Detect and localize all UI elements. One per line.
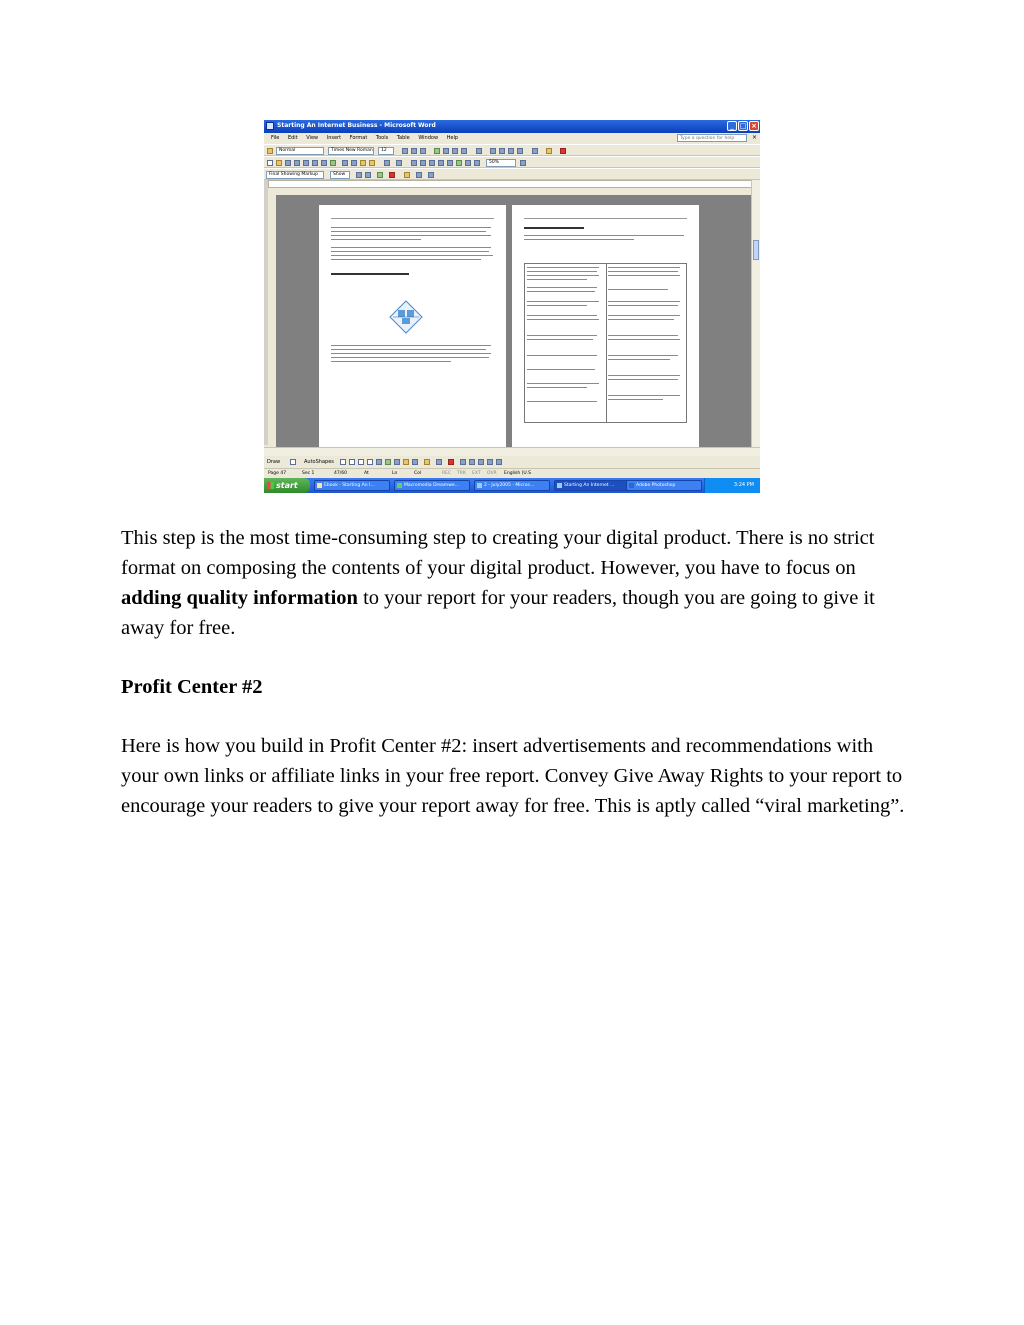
- status-language: English (U.S: [504, 471, 532, 476]
- save-icon[interactable]: [285, 160, 291, 166]
- email-icon[interactable]: [303, 160, 309, 166]
- next-change-icon[interactable]: [365, 172, 371, 178]
- insert-table-icon[interactable]: [429, 160, 435, 166]
- taskbar-item-label: Macromedia Dreamwe...: [404, 483, 459, 488]
- status-column: Col: [414, 471, 422, 476]
- status-trk[interactable]: TRK: [457, 471, 466, 476]
- folder-icon: [317, 483, 322, 488]
- align-center-icon[interactable]: [443, 148, 449, 154]
- taskbar-item-starting-internet[interactable]: [554, 480, 630, 491]
- copy-icon[interactable]: [351, 160, 357, 166]
- page-header-rule: [331, 215, 494, 219]
- numbering-icon[interactable]: [490, 148, 496, 154]
- align-left-icon[interactable]: [434, 148, 440, 154]
- markup-select[interactable]: Final Showing Markup: [266, 171, 324, 179]
- show-hide-icon[interactable]: [474, 160, 480, 166]
- picture-icon[interactable]: [412, 459, 418, 465]
- clock: 3:24 PM: [733, 482, 754, 488]
- align-right-icon[interactable]: [452, 148, 458, 154]
- para1-text-end: to your report for your readers, though you are going to give it away for free.: [121, 587, 875, 639]
- page-header-rule-right: [524, 215, 687, 219]
- standard-toolbar: [264, 156, 760, 168]
- highlight-icon[interactable]: [546, 148, 552, 154]
- para1-text-start: This step is the most time-consuming step to creating your digital product. There is no strict format on composing the contents of your digital product. However, you have to focus on: [121, 527, 875, 579]
- menu-table[interactable]: Table: [396, 135, 410, 141]
- paste-icon[interactable]: [360, 160, 366, 166]
- taskbar-item-ebook[interactable]: [314, 480, 390, 491]
- open-icon[interactable]: [276, 160, 282, 166]
- style-select[interactable]: Normal: [276, 147, 324, 155]
- paragraph-time-consuming-step: [121, 523, 911, 643]
- styles-icon[interactable]: [267, 148, 273, 154]
- horizontal-ruler: [268, 180, 752, 188]
- taskbar-item-word-july[interactable]: [474, 480, 550, 491]
- line-color-icon[interactable]: [436, 459, 442, 465]
- window-title: Starting An Internet Business - Microsoft Word: [277, 122, 436, 129]
- arrow-style-icon[interactable]: [478, 459, 484, 465]
- 3d-style-icon[interactable]: [496, 459, 502, 465]
- section-heading: Profit Center #2: [121, 676, 263, 698]
- word-app-icon: [266, 122, 274, 130]
- bullets-icon[interactable]: [499, 148, 505, 154]
- document-map-icon[interactable]: [465, 160, 471, 166]
- redo-icon[interactable]: [396, 160, 402, 166]
- system-tray: [704, 478, 760, 493]
- new-document-icon[interactable]: [267, 160, 273, 166]
- status-at: At: [364, 471, 369, 476]
- document-area: [276, 195, 751, 447]
- arrow-icon[interactable]: [349, 459, 355, 465]
- italic-icon[interactable]: [411, 148, 417, 154]
- previous-change-icon[interactable]: [356, 172, 362, 178]
- status-rec[interactable]: REC: [442, 471, 452, 476]
- underline-icon[interactable]: [420, 148, 426, 154]
- undo-icon[interactable]: [384, 160, 390, 166]
- rectangle-icon[interactable]: [358, 459, 364, 465]
- horizontal-scrollbar[interactable]: [264, 447, 760, 456]
- spelling-icon[interactable]: [330, 160, 336, 166]
- status-position: 47/60: [334, 471, 347, 476]
- reviewing-toolbar: [264, 168, 760, 180]
- menu-insert[interactable]: Insert: [326, 135, 342, 141]
- read-icon[interactable]: [520, 160, 526, 166]
- print-icon[interactable]: [312, 160, 318, 166]
- print-preview-icon[interactable]: [321, 160, 327, 166]
- menu-help[interactable]: Help: [446, 135, 459, 141]
- clipart-icon[interactable]: [403, 459, 409, 465]
- font-color-icon[interactable]: [560, 148, 566, 154]
- show-menu[interactable]: Show: [330, 171, 350, 179]
- reviewing-pane-icon[interactable]: [428, 172, 434, 178]
- tables-borders-icon[interactable]: [420, 160, 426, 166]
- status-ovr[interactable]: OVR: [487, 471, 497, 476]
- font-select[interactable]: Times New Roman: [328, 147, 374, 155]
- status-page: Page 47: [268, 471, 287, 476]
- cut-icon[interactable]: [342, 160, 348, 166]
- start-button[interactable]: [264, 478, 310, 493]
- taskbar-item-label: Starting An Internet ...: [564, 483, 615, 488]
- ftp-diagram-icon: [389, 300, 423, 334]
- vertical-scrollbar[interactable]: [751, 180, 760, 447]
- document-page-right: [512, 205, 699, 447]
- font-color-draw-icon[interactable]: [448, 459, 454, 465]
- fill-color-icon[interactable]: [424, 459, 430, 465]
- ftp-heading-mark: [331, 273, 409, 275]
- maximize-icon[interactable]: □: [739, 122, 747, 130]
- taskbar-item-photoshop[interactable]: [626, 480, 702, 491]
- hyperlink-icon[interactable]: [411, 160, 417, 166]
- minimize-icon[interactable]: _: [727, 121, 737, 131]
- reject-change-icon[interactable]: [389, 172, 395, 178]
- bold-icon[interactable]: [402, 148, 408, 154]
- menu-edit[interactable]: Edit: [287, 135, 298, 141]
- zoom-select[interactable]: 50%: [486, 159, 516, 167]
- drawing-toolbar: [264, 456, 760, 468]
- word-screenshot: [264, 120, 760, 493]
- justify-icon[interactable]: [461, 148, 467, 154]
- taskbar-item-label: 2 - July2005 - Micros...: [484, 483, 535, 488]
- autoshapes-menu[interactable]: AutoShapes: [304, 459, 334, 465]
- word-icon: [557, 483, 562, 488]
- drawing-icon[interactable]: [456, 160, 462, 166]
- permission-icon[interactable]: [294, 160, 300, 166]
- document-page-left: [319, 205, 506, 447]
- draw-menu[interactable]: Draw: [267, 459, 281, 465]
- paragraph-profit-center: Here is how you build in Profit Center #2: insert advertisements and recommendations with your own links or affiliate links in your free report. Convey Give Away Rights to your report to encourage your readers to give your report away for free. This is aptly called “viral marketing”.: [121, 735, 905, 817]
- wordart-icon[interactable]: [385, 459, 391, 465]
- menu-tools[interactable]: Tools: [375, 135, 389, 141]
- line-icon[interactable]: [340, 459, 346, 465]
- dictionary-heading-mark: [524, 227, 584, 229]
- formatting-toolbar: [264, 144, 760, 156]
- oval-icon[interactable]: [367, 459, 373, 465]
- menu-file[interactable]: File: [271, 135, 280, 141]
- track-changes-icon[interactable]: [416, 172, 422, 178]
- close-icon[interactable]: ×: [749, 121, 759, 131]
- line-spacing-icon[interactable]: [476, 148, 482, 154]
- close-document-icon[interactable]: ×: [752, 134, 758, 141]
- accept-change-icon[interactable]: [377, 172, 383, 178]
- font-size-select[interactable]: 12: [378, 147, 394, 155]
- shadow-icon[interactable]: [487, 459, 493, 465]
- line-style-icon[interactable]: [460, 459, 466, 465]
- diagram-icon[interactable]: [394, 459, 400, 465]
- photoshop-icon: [629, 483, 634, 488]
- vertical-ruler: [264, 180, 268, 445]
- windows-logo-icon: [267, 482, 274, 489]
- status-section: Sec 1: [302, 471, 315, 476]
- taskbar-item-dreamweaver[interactable]: [394, 480, 470, 491]
- menu-window[interactable]: Window: [418, 135, 439, 141]
- start-label: start: [276, 481, 298, 490]
- menu-format[interactable]: Format: [349, 135, 368, 141]
- status-bar: [264, 468, 760, 478]
- menu-view[interactable]: View: [306, 135, 319, 141]
- textbox-icon[interactable]: [376, 459, 382, 465]
- scrollbar-thumb[interactable]: [753, 240, 759, 260]
- word-icon: [477, 483, 482, 488]
- help-search-input[interactable]: Type a question for help: [677, 134, 747, 142]
- dreamweaver-icon: [397, 483, 402, 488]
- taskbar-item-label: Adobe Photoshop: [636, 483, 676, 488]
- status-line: Ln: [392, 471, 398, 476]
- para1-bold-phrase: adding quality information: [121, 587, 358, 609]
- insert-excel-icon[interactable]: [438, 160, 444, 166]
- border-icon[interactable]: [532, 148, 538, 154]
- new-comment-icon[interactable]: [404, 172, 410, 178]
- taskbar-item-label: Ebook - Starting An I...: [324, 483, 375, 488]
- windows-taskbar: [264, 478, 760, 493]
- window-titlebar: [264, 120, 760, 133]
- format-painter-icon[interactable]: [369, 160, 375, 166]
- dash-style-icon[interactable]: [469, 459, 475, 465]
- columns-icon[interactable]: [447, 160, 453, 166]
- status-ext[interactable]: EXT: [472, 471, 481, 476]
- increase-indent-icon[interactable]: [517, 148, 523, 154]
- decrease-indent-icon[interactable]: [508, 148, 514, 154]
